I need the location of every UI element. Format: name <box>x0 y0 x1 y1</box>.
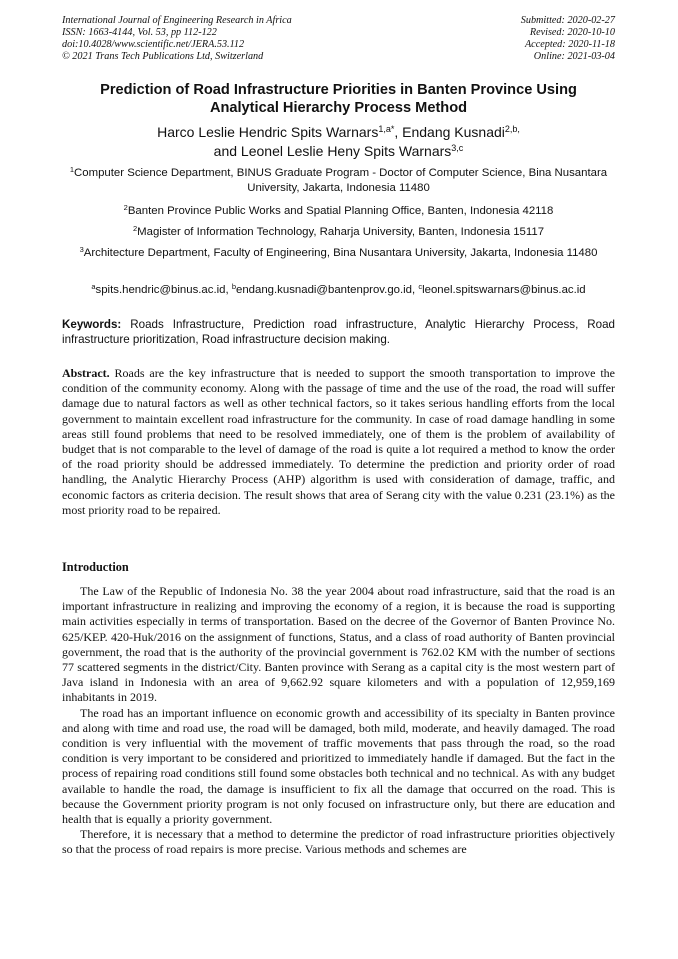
intro-paragraph-3: Therefore, it is necessary that a method to determine the predictor of road infrastructure priorities objectively so that the process of road repairs is more precise. Various methods and schemes are <box>62 827 615 857</box>
affiliation-2 <box>62 204 615 219</box>
online-date: Online: 2021-03-04 <box>533 51 615 62</box>
intro-paragraph-1: The Law of the Republic of Indonesia No. 38 the year 2004 about road infrastructure, said that the road is an important infrastructure in realizing and improving the economy of a region, it is because the road is supporting main activities especially in terms of transportation. Based on the decree of the Governor of Banten Province No. 625/KEP. 420-Huk/2016 on the assignment of functions, Status, and a class of road authority of Banten provincial government, the road that is the authority of the provincial government is 762.02 KM with the number of sections 77 scattered segments in the district/City. Banten province with Serang as a capital city is the most western part of Java island in Indonesia with an area of 9,662.92 square kilometers and with a population of 12,959,169 inhabitants in 2019. <box>62 584 615 705</box>
author-2-sup: 2,b, <box>504 124 520 134</box>
journal-name: International Journal of Engineering Research in Africa <box>62 15 292 26</box>
affiliation-text: Magister of Information Technology, Raharja University, Banten, Indonesia 15117 <box>137 226 545 238</box>
abstract-block <box>62 366 615 518</box>
introduction-body <box>62 584 615 858</box>
revised-date: Revised: 2020-10-10 <box>529 27 615 38</box>
author-3-sup: 3,c <box>451 142 464 153</box>
affiliation-sup: 3 <box>79 245 84 254</box>
email-sup-c: c <box>418 282 423 291</box>
affiliation-3 <box>62 225 615 240</box>
author-and: and <box>213 142 241 159</box>
introduction-heading: Introduction <box>62 560 129 574</box>
submitted-date: Submitted: 2020-02-27 <box>520 15 615 26</box>
copyright-line: © 2021 Trans Tech Publications Ltd, Switzerland <box>62 51 264 62</box>
affiliation-sup: 1 <box>69 165 75 174</box>
journal-header-right <box>521 15 615 63</box>
keywords-block <box>62 317 615 347</box>
keywords-text: Roads Infrastructure, Prediction road infrastructure, Analytic Hierarchy Process, Road infrastructure prioritization, Road infrastructure decision making. <box>62 318 615 346</box>
keywords-label: Keywords: <box>62 318 122 331</box>
author-1: Harco Leslie Hendric Spits Warnars <box>157 124 379 140</box>
author-3: Leonel Leslie Heny Spits Warnars <box>240 142 452 159</box>
intro-paragraph-2: The road has an important influence on economic growth and accessibility of its specialty in Banten province and along with time and road use, the road will be damaged, both mild, moderate, and heavily damaged. The road condition is very influential with the movement of traffic movements that pass through the road, so the road condition is very important to be considered and prioritized to immediately handle if damaged. But the fact in the process of repairing road conditions still found some obstacles both technical and no technical. As with any budget available to handle the road, the damage is insufficient to fix all the damage that occurred on the road. This is because the Government priority program is not only focused on infrastructure only, but there are education and health that is equally a priority government. <box>62 705 615 827</box>
affiliation-text: Computer Science Department, BINUS Graduate Program - Doctor of Computer Science, Bina Nusantara University, Jakarta, Indonesia 11480 <box>74 167 608 194</box>
doi-line: doi:10.4028/www.scientific.net/JERA.53.112 <box>62 39 245 50</box>
email-b: endang.kusnadi@bantenprov.go.id, <box>236 284 419 296</box>
issn-line: ISSN: 1663-4144, Vol. 53, pp 112-122 <box>62 27 217 38</box>
email-line <box>62 283 615 298</box>
affiliation-4 <box>62 246 615 261</box>
journal-header-left <box>62 15 292 63</box>
abstract-text: Roads are the key infrastructure that is needed to support the smooth transportation to improve the condition of the community economy. Along with the passage of time and the use of the road, the road will suffer damage due to natural factors as well as other technical factors, so it takes serious handling efforts from the local government to maintain excellent road infrastructure for the community. In case of road damage handling in some areas still found problems that need to be resolved immediately, one of them is the problem of availability of budget that is not comparable to the level of damage of the road is quite a lot required a method to know the order of the road priority should be addressed immediately. To determine the prediction and priority order of road handling, the Analytic Hierarchy Process (AHP) algorithm is used with consideration of damage, traffic, and economic factors as criteria decision. The result shows that area of Serang city with the value 0.231 (23.1%) as the most priority road to be repaired. <box>62 366 615 517</box>
affiliation-text: Banten Province Public Works and Spatial Planning Office, Banten, Indonesia 42118 <box>127 205 554 217</box>
author-1-sup: 1,a* <box>378 124 395 134</box>
paper-title <box>62 81 615 117</box>
affiliation-text: Architecture Department, Faculty of Engineering, Bina Nusantara University, Jakarta, Indonesia 11480 <box>83 247 598 259</box>
abstract-label: Abstract. <box>62 366 110 380</box>
title-line-1: Prediction of Road Infrastructure Priorities in Banten Province Using <box>100 82 577 98</box>
title-line-2: Analytical Hierarchy Process Method <box>209 100 468 116</box>
email-c: leonel.spitswarnars@binus.ac.id <box>422 284 586 296</box>
email-sup-a: a <box>91 282 96 291</box>
author-separator: , <box>394 124 403 140</box>
accepted-date: Accepted: 2020-11-18 <box>524 39 615 50</box>
affiliation-sup: 2 <box>123 203 128 212</box>
author-2: Endang Kusnadi <box>402 124 505 140</box>
affiliation-sup: 2 <box>132 224 138 233</box>
author-list <box>62 123 615 160</box>
affiliation-1 <box>62 166 615 196</box>
email-a: spits.hendric@binus.ac.id, <box>95 284 232 296</box>
email-sup-b: b <box>231 282 236 291</box>
